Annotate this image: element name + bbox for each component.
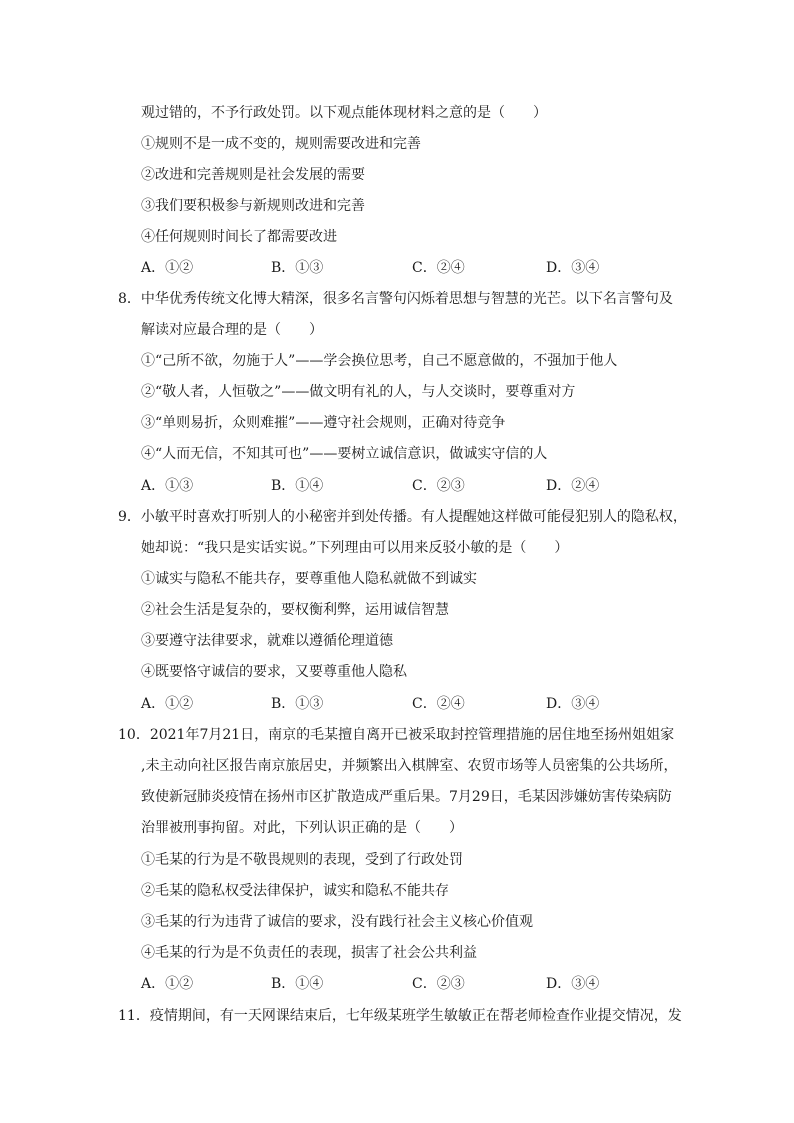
q10-stem-line-4: 治罪被刑事拘留。对此，下列认识正确的是（ ） <box>141 820 463 836</box>
q8-option-a: A．①③ <box>141 478 194 494</box>
q10-option-c: C．②③ <box>412 976 465 992</box>
q7-option-d: D．③④ <box>546 260 600 276</box>
q7-option-a: A．①② <box>141 260 194 276</box>
q9-options <box>141 694 661 714</box>
q10-item-1: ①毛某的行为是不敬畏规则的表现，受到了行政处罚 <box>141 852 463 868</box>
q9-item-3: ③要遵守法律要求，就难以遵循伦理道德 <box>141 633 393 649</box>
q10-item-3: ③毛某的行为违背了诚信的要求，没有践行社会主义核心价值观 <box>141 914 533 930</box>
q8-item-2: ②“敬人者，人恒敬之”——做文明有礼的人，与人交谈时，要尊重对方 <box>141 384 576 400</box>
q10-option-b: B．①④ <box>271 976 324 992</box>
q8-item-1: ①“己所不欲，勿施于人”——学会换位思考，自己不愿意做的，不强加于他人 <box>141 353 618 369</box>
q7-item-4: ④任何规则时间长了都需要改进 <box>141 229 337 245</box>
q8-options <box>141 476 661 496</box>
q7-stem-continuation: 观过错的，不予行政处罚。以下观点能体现材料之意的是（ ） <box>141 105 547 121</box>
q10-stem-line-2: ,未主动向社区报告南京旅居史，并频繁出入棋牌室、农贸市场等人员密集的公共场所， <box>141 758 678 774</box>
q10-option-d: D．③④ <box>546 976 600 992</box>
q9-stem-line-1: 9．小敏平时喜欢打听别人的小秘密并到处传播。有人提醒她这样做可能侵犯别人的隐私权， <box>118 509 687 525</box>
q11-stem-line-1: 11．疫情期间，有一天网课结束后，七年级某班学生敏敏正在帮老师检查作业提交情况，发 <box>118 1008 682 1024</box>
q10-options <box>141 974 661 994</box>
q8-item-3: ③“单则易折，众则难摧”——遵守社会规则，正确对待竞争 <box>141 415 506 431</box>
q10-stem-line-1: 10．2021年7月21日，南京的毛某擅自离开已被采取封控管理措施的居住地至扬州姐姐家 <box>118 727 675 743</box>
q8-option-b: B．①④ <box>271 478 324 494</box>
q8-option-d: D．②④ <box>546 478 600 494</box>
q7-item-2: ②改进和完善规则是社会发展的需要 <box>141 167 365 183</box>
q8-stem-line-2: 解读对应最合理的是（ ） <box>141 322 323 338</box>
q10-item-2: ②毛某的隐私权受法律保护，诚实和隐私不能共存 <box>141 883 449 899</box>
q10-option-a: A．①② <box>141 976 194 992</box>
q8-item-4: ④“人而无信，不知其可也”——要树立诚信意识，做诚实守信的人 <box>141 446 548 462</box>
q7-option-b: B．①③ <box>271 260 324 276</box>
q9-option-b: B．①③ <box>271 696 324 712</box>
q9-option-a: A．①② <box>141 696 194 712</box>
q8-stem-line-1: 8．中华优秀传统文化博大精深，很多名言警句闪烁着思想与智慧的光芒。以下名言警句及 <box>118 291 673 307</box>
q10-item-4: ④毛某的行为是不负责任的表现，损害了社会公共利益 <box>141 945 477 961</box>
q9-item-2: ②社会生活是复杂的，要权衡利弊，运用诚信智慧 <box>141 602 449 618</box>
q8-option-c: C．②③ <box>412 478 465 494</box>
q9-item-4: ④既要恪守诚信的要求，又要尊重他人隐私 <box>141 664 407 680</box>
q7-item-3: ③我们要积极参与新规则改进和完善 <box>141 198 365 214</box>
q9-option-c: C．②④ <box>412 696 465 712</box>
q9-item-1: ①诚实与隐私不能共存，要尊重他人隐私就做不到诚实 <box>141 571 477 587</box>
q9-stem-line-2: 她却说：“我只是实话实说。”下列理由可以用来反驳小敏的是（ ） <box>141 540 569 556</box>
q7-option-c: C．②④ <box>412 260 465 276</box>
q10-stem-line-3: 致使新冠肺炎疫情在扬州市区扩散造成严重后果。7月29日，毛某因涉嫌妨害传染病防 <box>141 789 672 805</box>
q7-item-1: ①规则不是一成不变的，规则需要改进和完善 <box>141 136 421 152</box>
q7-options <box>141 258 661 278</box>
q9-option-d: D．③④ <box>546 696 600 712</box>
